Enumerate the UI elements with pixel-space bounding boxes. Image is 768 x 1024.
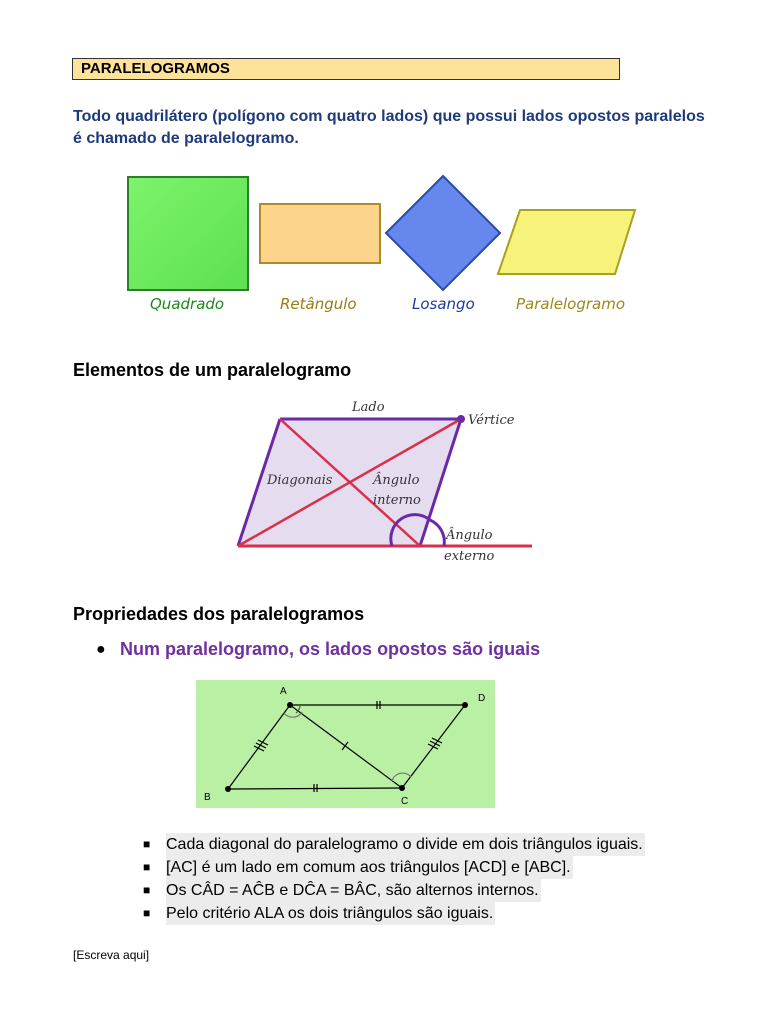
square-bullet-icon: ■ bbox=[143, 860, 151, 874]
parallelogram-shape bbox=[498, 210, 635, 274]
point-a-label: A bbox=[280, 686, 287, 697]
section-title: PARALELOGRAMOS bbox=[72, 58, 620, 80]
intro-text: Todo quadrilátero (polígono com quatro lados) que possui lados opostos paralelos é chamado de paralelogramo. bbox=[73, 108, 705, 147]
internal-angle-label-2: interno bbox=[373, 493, 421, 508]
square-bullet-icon: ■ bbox=[143, 906, 151, 920]
point-b-label: B bbox=[204, 792, 211, 803]
internal-angle-label-1: Ângulo bbox=[373, 473, 420, 488]
footer-placeholder[interactable]: [Escreva aqui] bbox=[73, 948, 150, 962]
rhombus-label: Losango bbox=[412, 295, 475, 313]
square-bullet-icon: ■ bbox=[143, 837, 151, 851]
property-1-text: Num paralelogramo, os lados opostos são iguais bbox=[120, 639, 541, 659]
elements-diagram bbox=[230, 395, 540, 570]
side-label: Lado bbox=[352, 400, 385, 415]
external-angle-label-1: Ângulo bbox=[446, 528, 493, 543]
parallelogram-label: Paralelogramo bbox=[516, 295, 626, 313]
quadrilaterals-figure bbox=[120, 170, 640, 320]
vertex-dot bbox=[457, 415, 465, 423]
rectangle-shape bbox=[260, 204, 380, 263]
vertex-label: Vértice bbox=[468, 413, 515, 428]
bullet-icon: ● bbox=[96, 641, 106, 658]
diagonals-label: Diagonais bbox=[267, 473, 333, 488]
elements-heading: Elementos de um paralelogramo bbox=[73, 360, 352, 380]
rectangle-label: Retângulo bbox=[280, 295, 357, 313]
point-d-label: D bbox=[478, 693, 486, 704]
square-shape bbox=[128, 177, 248, 290]
square-bullet-icon: ■ bbox=[143, 883, 151, 897]
rhombus-shape bbox=[386, 176, 500, 290]
square-label: Quadrado bbox=[150, 295, 225, 313]
parallelogram-abcd-figure bbox=[196, 680, 495, 808]
properties-heading: Propriedades dos paralelogramos bbox=[73, 604, 365, 624]
point-c-label: C bbox=[401, 796, 409, 807]
external-angle-label-2: externo bbox=[444, 549, 495, 564]
